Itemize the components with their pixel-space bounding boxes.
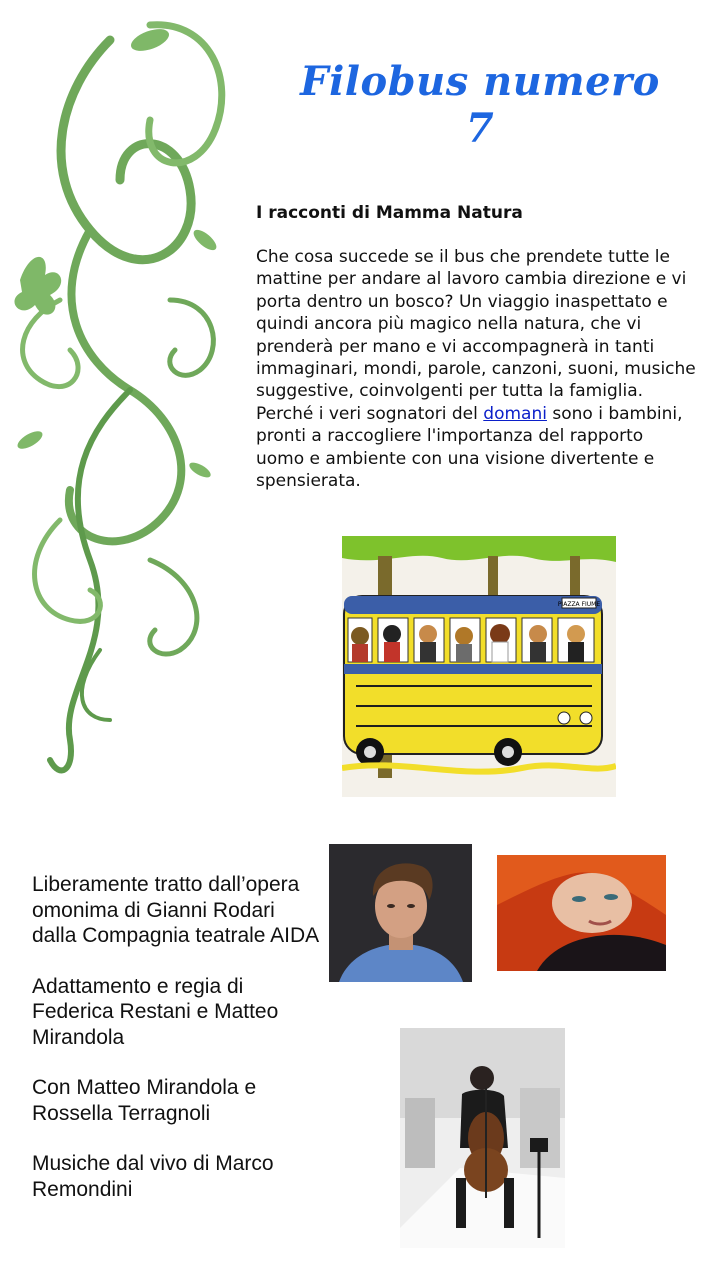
credits-music: Musiche dal vivo di Marco Remondini <box>32 1152 274 1201</box>
bus-sign-text: PIAZZA FIUME <box>557 601 601 608</box>
actor-photo <box>329 844 472 982</box>
decorative-vine-ornament <box>0 0 240 790</box>
article-description <box>256 246 696 492</box>
credits-cast: Con Matteo Mirandola e Rossella Terragnoli <box>32 1076 257 1125</box>
description-text: Che cosa succede se il bus che prendete tutte le mattine per andare al lavoro cambia direzione e vi porta dentro un bosco? Un viaggio inaspettato e quindi ancora più magico nella natura, che vi prenderà per mano e vi accompagnerà in tanti immaginari, mondi, parole, canzoni, suoni, musiche suggestive, coinvolgenti per tutta la famiglia. Perché i veri sognatori del <box>256 247 696 424</box>
domani-link[interactable]: domani <box>483 403 547 424</box>
actress-photo <box>497 855 666 971</box>
credits-source: Liberamente tratto dall’opera omonima di Gianni Rodari dalla Compagnia teatrale AIDA <box>32 873 320 947</box>
page-title: Filobus numero 7 <box>300 58 660 152</box>
description-text-end: sono i bambini, pronti a raccogliere l'importanza del rapporto uomo e ambiente con una visione divertente e spensierata. <box>256 403 683 492</box>
credits-direction: Adattamento e regia di Federica Restani e Matteo Mirandola <box>32 974 279 1049</box>
bus-illustration <box>342 536 616 797</box>
article-heading: I racconti di Mamma Natura <box>256 203 523 223</box>
musician-photo <box>400 1028 565 1248</box>
credits-block <box>32 872 322 1227</box>
